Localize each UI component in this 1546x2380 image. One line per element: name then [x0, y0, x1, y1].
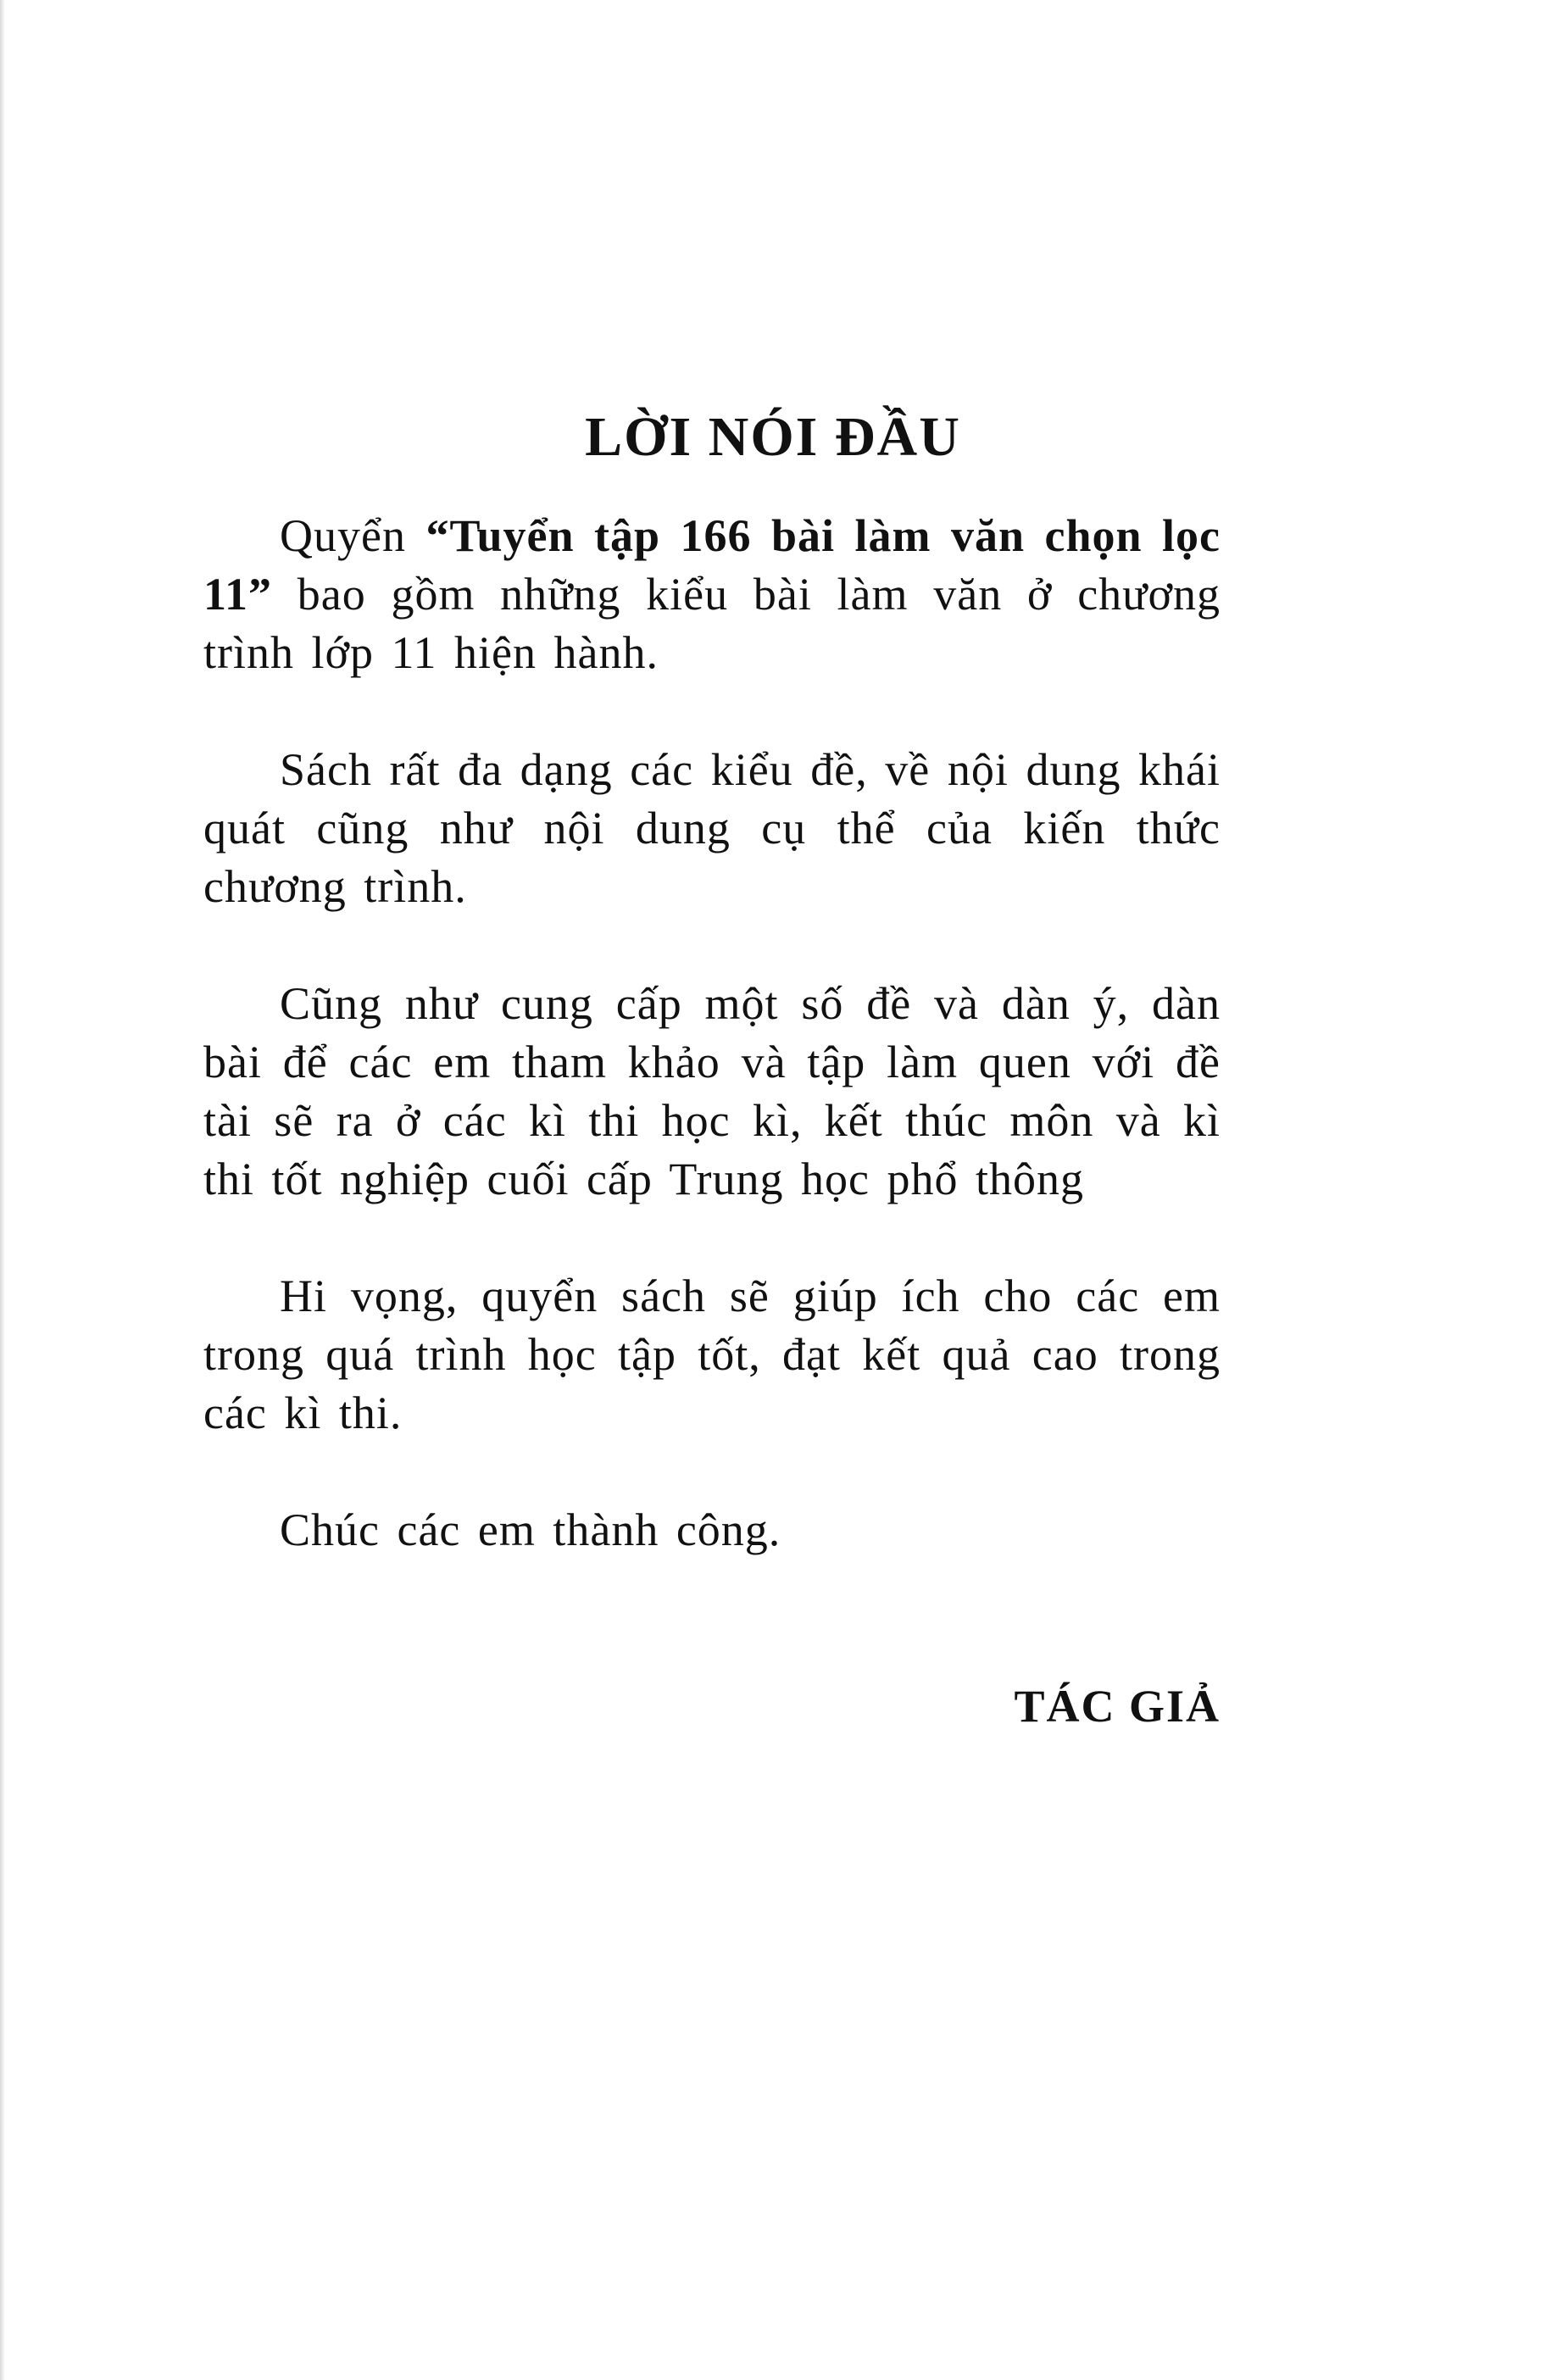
author-signature: TÁC GIẢ — [1014, 1681, 1221, 1732]
intro-prefix: Quyển — [280, 510, 426, 561]
page-title: LỜI NÓI ĐẦU — [585, 406, 961, 468]
scan-edge — [0, 0, 5, 2380]
intro-rest: bao gồm những kiểu bài làm văn ở chương trình lớp 11 hiện hành. — [203, 569, 1221, 678]
book-title: “Tuyển tập 166 bài làm văn chọn lọc 11” — [203, 510, 1221, 620]
preface-body — [203, 507, 1221, 1560]
paragraph-hope: Hi vọng, quyển sách sẽ giúp ích cho các em trong quá trình học tập tốt, đạt kết quả cao trong các kì thi. — [203, 1271, 1221, 1438]
paragraph-purpose: Cũng như cung cấp một số đề và dàn ý, dàn bài để các em tham khảo và tập làm quen với đề tài sẽ ra ở các kì thi học kì, kết thúc môn và kì thi tốt nghiệp cuối cấp Trung học phổ thông — [203, 978, 1221, 1204]
paragraph-content: Sách rất đa dạng các kiểu đề, về nội dung khái quát cũng như nội dung cụ thể của kiến thức chương trình. — [203, 744, 1221, 912]
paragraph-wish: Chúc các em thành công. — [280, 1504, 781, 1555]
paragraph-intro — [203, 507, 1221, 682]
